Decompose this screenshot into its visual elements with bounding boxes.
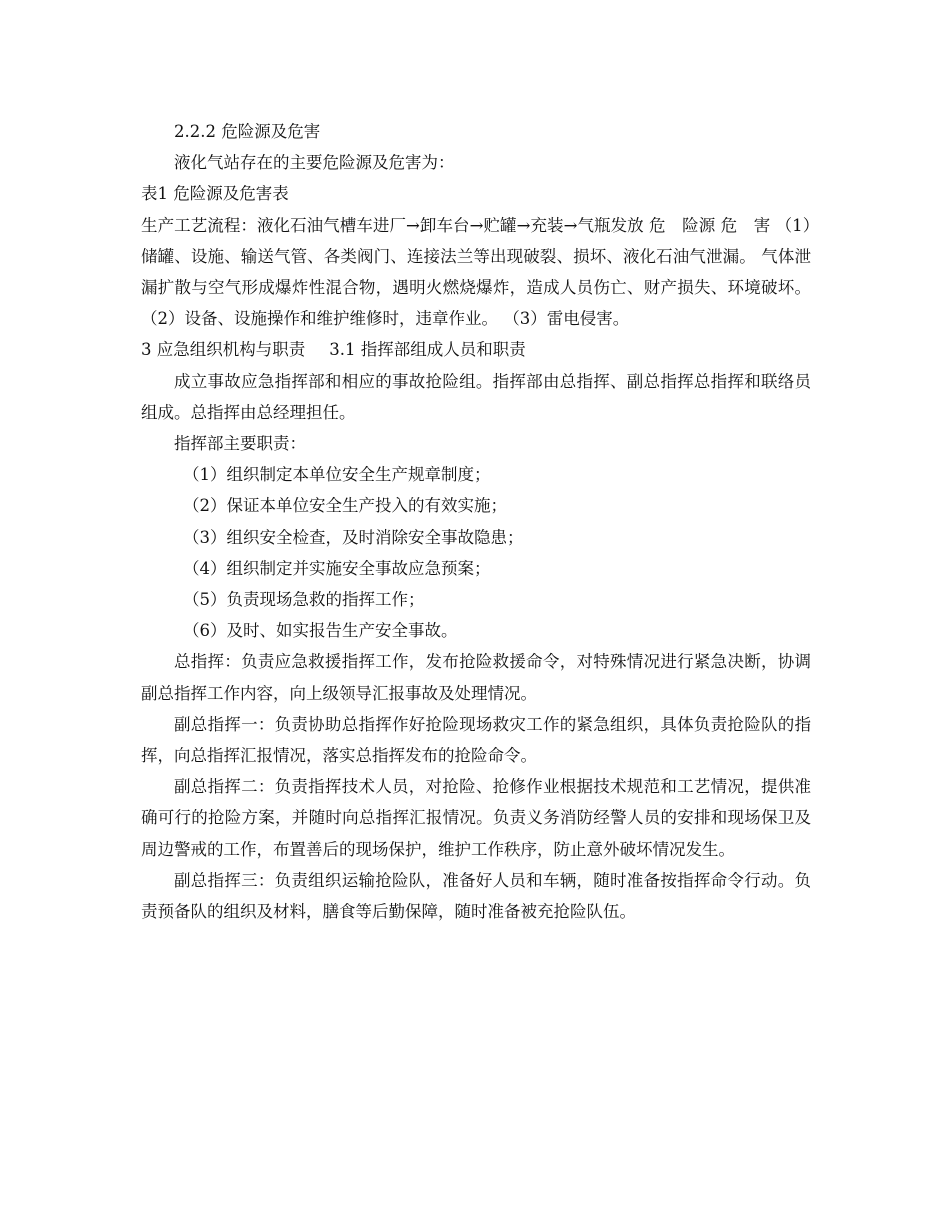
hazard-paragraph: 生产工艺流程：液化石油气槽车进厂→卸车台→贮罐→充装→气瓶发放 危 险源 危 害 （1）储罐、设施、输送气管、各类阀门、连接法兰等出现破裂、损坏、液化石油气泄漏。 气体泄漏扩散与空气形成爆炸性混合物，遇明火燃烧爆炸，造成人员伤亡、财产损失、环境破坏。 （2）设备、设施操作和维护维修时，违章作业。 （3）雷电侵害。 (141, 215, 811, 329)
section-heading-2-2-2: 2.2.2 危险源及危害 (174, 122, 321, 141)
duty-item-2: （2）保证本单位安全生产投入的有效实施； (183, 496, 507, 516)
intro-line: 液化气站存在的主要危险源及危害为： (174, 153, 455, 173)
document-body (141, 116, 811, 927)
command-setup-paragraph: 成立事故应急指挥部和相应的事故抢险组。指挥部由总指挥、副总指挥总指挥和联络员组成。总指挥由总经理担任。 (141, 371, 811, 422)
duties-list (141, 459, 811, 646)
chief-commander-paragraph: 总指挥：负责应急救援指挥工作，发布抢险救援命令，对特殊情况进行紧急决断，协调副总指挥工作内容，向上级领导汇报事故及处理情况。 (141, 652, 811, 703)
duty-item-6: （6）及时、如实报告生产安全事故。 (183, 621, 458, 641)
deputy-commander-3-paragraph: 副总指挥三：负责组织运输抢险队，准备好人员和车辆，随时准备按指挥命令行动。负责预备队的组织及材料，膳食等后勤保障，随时准备被充抢险队伍。 (141, 870, 811, 922)
section-3-heading: 3 应急组织机构与职责 (141, 340, 306, 360)
deputy-commander-1-paragraph: 副总指挥一：负责协助总指挥作好抢险现场救灾工作的紧急组织，具体负责抢险队的指挥，向总指挥汇报情况，落实总指挥发布的抢险命令。 (141, 714, 811, 766)
table-caption: 表1 危险源及危害表 (141, 184, 289, 204)
section-3-1-heading: 3.1 指挥部组成人员和职责 (329, 340, 526, 360)
duty-item-5: （5）负责现场急救的指挥工作； (183, 590, 425, 610)
duty-item-3: （3）组织安全检查，及时消除安全事故隐患； (183, 527, 524, 547)
duty-item-1: （1）组织制定本单位安全生产规章制度； (183, 465, 491, 485)
duties-title: 指挥部主要职责： (174, 434, 306, 454)
duty-item-4: （4）组织制定并实施安全事故应急预案； (183, 558, 491, 578)
section-3-heading-line (141, 334, 811, 365)
deputy-commander-2-paragraph: 副总指挥二：负责指挥技术人员，对抢险、抢修作业根据技术规范和工艺情况，提供准确可行的抢险方案，并随时向总指挥汇报情况。负责义务消防经警人员的安排和现场保卫及周边警戒的工作，布置善后的现场保护，维护工作秩序，防止意外破坏情况发生。 (141, 777, 811, 859)
